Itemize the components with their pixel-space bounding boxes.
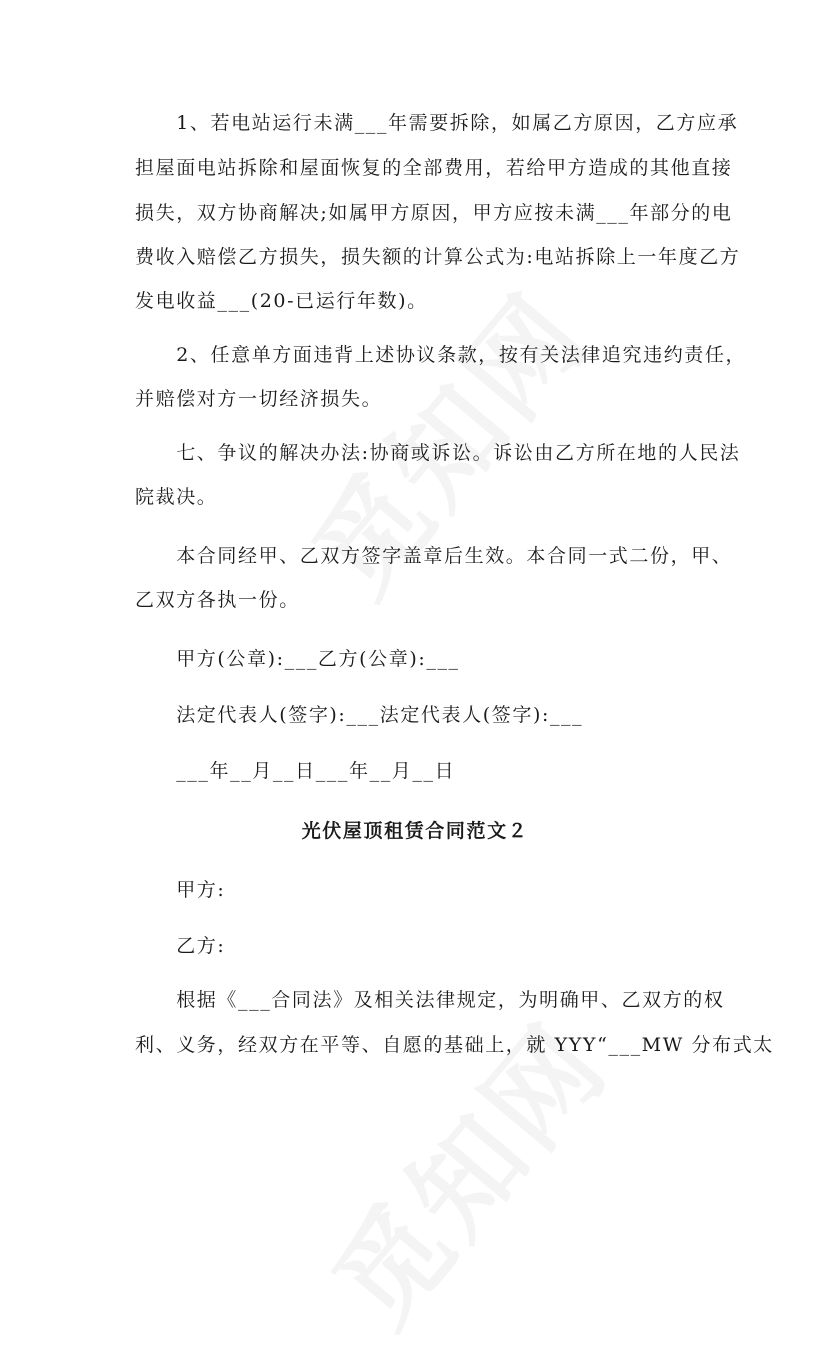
signature-line: 法定代表人(签字):___法定代表人(签字):___ xyxy=(135,704,584,726)
paragraph-1-line-1: 1、若电站运行未满___年需要拆除，如属乙方原因，乙方应承 xyxy=(135,112,739,134)
seal-line: 甲方(公章):___乙方(公章):___ xyxy=(135,648,460,670)
paragraph-5-line-2: 利、义务，经双方在平等、自愿的基础上，就 YYY“___MW 分布式太 xyxy=(135,1034,774,1056)
paragraph-3-line-2: 院裁决。 xyxy=(135,486,218,508)
paragraph-2-line-2: 并赔偿对方一切经济损失。 xyxy=(135,388,383,410)
paragraph-1-line-4: 费收入赔偿乙方损失，损失额的计算公式为:电站拆除上一年度乙方 xyxy=(135,246,741,268)
date-line: ___年__月__日___年__月__日 xyxy=(135,760,456,782)
paragraph-1-line-3: 损失，双方协商解决;如属甲方原因，甲方应按未满___年部分的电 xyxy=(135,202,733,224)
paragraph-1-line-2: 担屋面电站拆除和屋面恢复的全部费用，若给甲方造成的其他直接 xyxy=(135,157,733,179)
party-b-line: 乙方: xyxy=(135,935,226,957)
paragraph-4-line-1: 本合同经甲、乙双方签字盖章后生效。本合同一式二份，甲、 xyxy=(135,545,733,567)
paragraph-5-line-1: 根据《___合同法》及相关法律规定，为明确甲、乙双方的权 xyxy=(135,989,725,1011)
paragraph-3-line-1: 七、争议的解决办法:协商或诉讼。诉讼由乙方所在地的人民法 xyxy=(135,442,741,464)
paragraph-1-line-5: 发电收益___(20-已运行年数)。 xyxy=(135,290,428,312)
paragraph-2-line-1: 2、任意单方面违背上述协议条款，按有关法律追究违约责任， xyxy=(135,344,747,366)
paragraph-4-line-2: 乙双方各执一份。 xyxy=(135,589,300,611)
party-a-line: 甲方: xyxy=(135,879,226,901)
section-heading: 光伏屋顶租赁合同范文２ xyxy=(301,820,529,842)
